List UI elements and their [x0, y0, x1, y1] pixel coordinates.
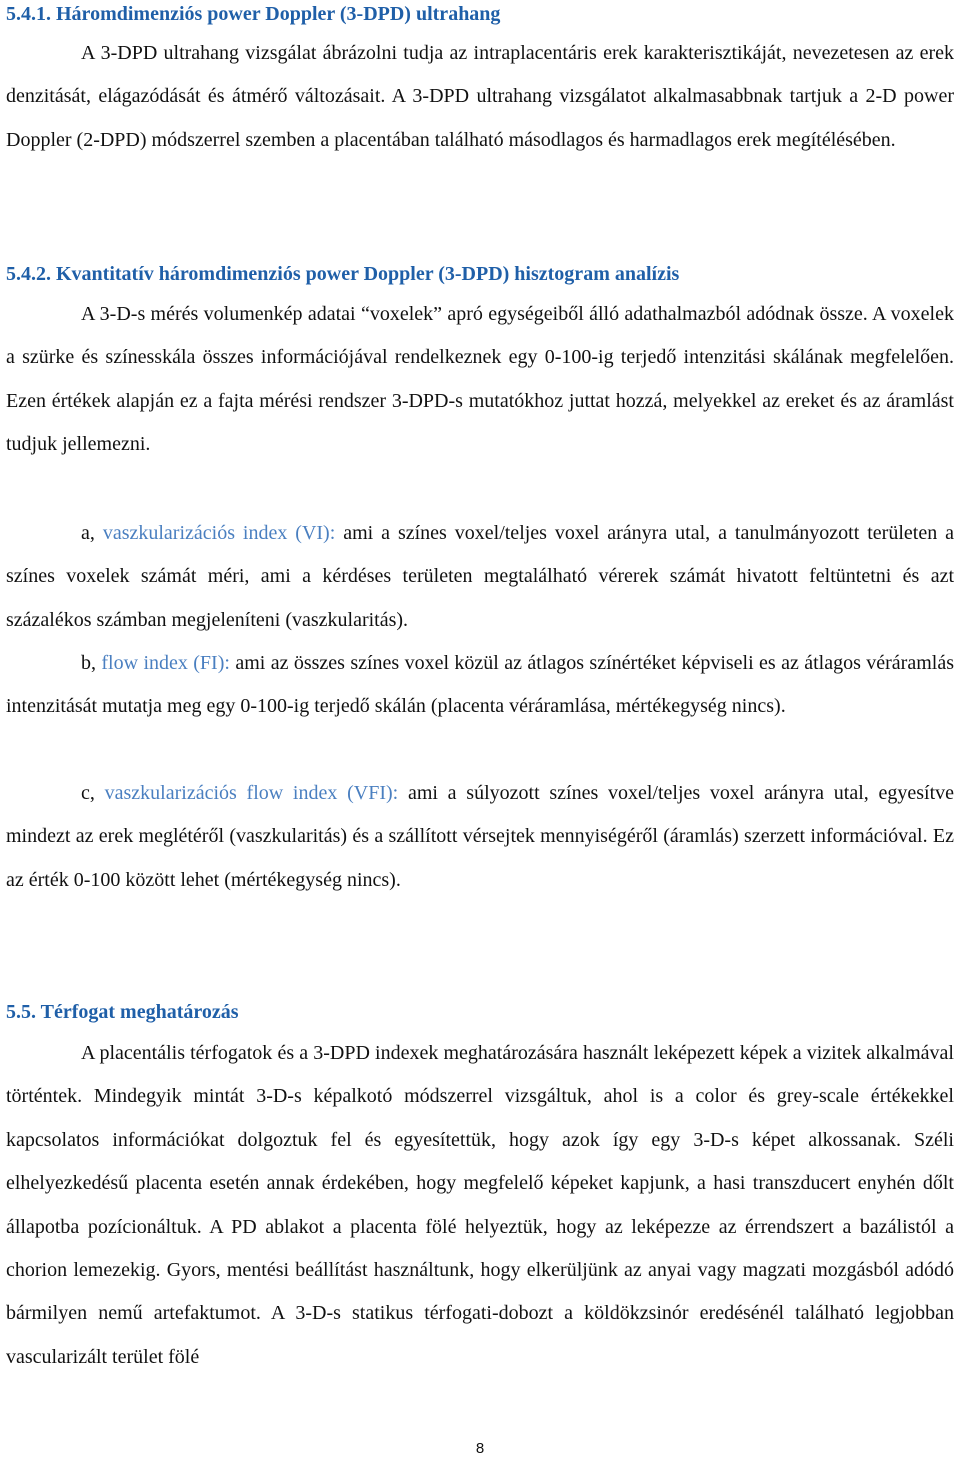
index-item-vfi [6, 772, 954, 902]
paragraph-volume: A placentális térfogatok és a 3-DPD indexek meghatározására használt leképezett képek a vizitek alkalmával történtek. Mindegyik mintát 3-D-s képalkotó módszerrel vizsgáltuk, ahol is a color és grey-scale értékekkel kapcsolatos információkat dolgoztuk fel és egyesítettük, hogy azok így egy 3-D-s képet alkossanak. Széli elhelyezkedésű placenta esetén annak érdekében, hogy megfelelő képeket kapjunk, a hasi transzducert enyhén dőlt állapotba pozícionáltuk. A PD ablakot a placenta fölé helyeztük, hogy az leképezze az érrendszert a bazálistól a chorion lemezekig. Gyors, mentési beállítást használtunk, hogy elkerüljünk az anyai vagy magzati mozgásból adódó bármilyen nemű artefaktumot. A 3-D-s statikus térfogati-dobozt a köldökzsinór eredésénél található legjobban vascularizált terület fölé [6, 1042, 954, 1368]
index-text: ami a súlyozott színes voxel/teljes voxel arányra utal, egyesítve mindezt az erek meglétéről (vaszkularitás) és a szállított vérsejtek mennyiségéről (áramlás) szerzett információval. Ez az érték 0-100 között lehet (mértékegység nincs). [6, 782, 955, 891]
index-term-vi: vaszkularizációs index (VI): [102, 522, 336, 544]
section-heading-histogram: 5.4.2. Kvantitatív háromdimenziós power Doppler (3-DPD) hisztogram analízis [6, 263, 680, 285]
index-item-fi [6, 642, 954, 729]
index-prefix: a, [81, 522, 95, 544]
section-heading-3dpd: 5.4.1. Háromdimenziós power Doppler (3-DPD) ultrahang [6, 3, 501, 25]
index-term-fi: flow index (FI): [101, 652, 230, 674]
index-text: ami az összes színes voxel közül az átlagos színértéket képviseli es az átlagos véráramlás intenzitását mutatja meg egy 0-100-ig terjedő skálán (placenta véráramlása, mértékegység nincs). [6, 652, 954, 718]
section-heading-volume: 5.5. Térfogat meghatározás [6, 1001, 239, 1023]
index-item-vi [6, 512, 954, 642]
index-term-vfi: vaszkularizációs flow index (VFI): [104, 782, 399, 804]
index-prefix: c, [81, 782, 95, 804]
index-text: ami a színes voxel/teljes voxel arányra utal, a tanulmányozott területen a színes voxelek számát méri, ami a kérdéses területen megtalálható vérerek számát hivatott feltüntetni és azt százalékos számban megjeleníteni (vaszkularitás). [6, 522, 955, 631]
paragraph-histogram: A 3-D-s mérés volumenkép adatai “voxelek” apró egységeiből álló adathalmazból adódnak össze. A voxelek a szürke és színesskála összes információjával rendelkeznek egy 0-100-ig terjedő intenzitási skálának megfelelően. Ezen értékek alapján ez a fajta mérési rendszer 3-DPD-s mutatókhoz juttat hozzá, melyekkel az ereket és az áramlást tudjuk jellemezni. [6, 303, 954, 456]
page-number: 8 [475, 1440, 485, 1457]
index-prefix: b, [81, 652, 96, 674]
paragraph-3dpd: A 3-DPD ultrahang vizsgálat ábrázolni tudja az intraplacentáris erek karakterisztikáját, nevezetesen az erek denzitását, elágazódását és átmérő változásait. A 3-DPD ultrahang vizsgálatot alkalmasabbnak tartjuk a 2-D power Doppler (2-DPD) módszerrel szemben a placentában található másodlagos és harmadlagos erek megítélésében. [6, 42, 954, 151]
